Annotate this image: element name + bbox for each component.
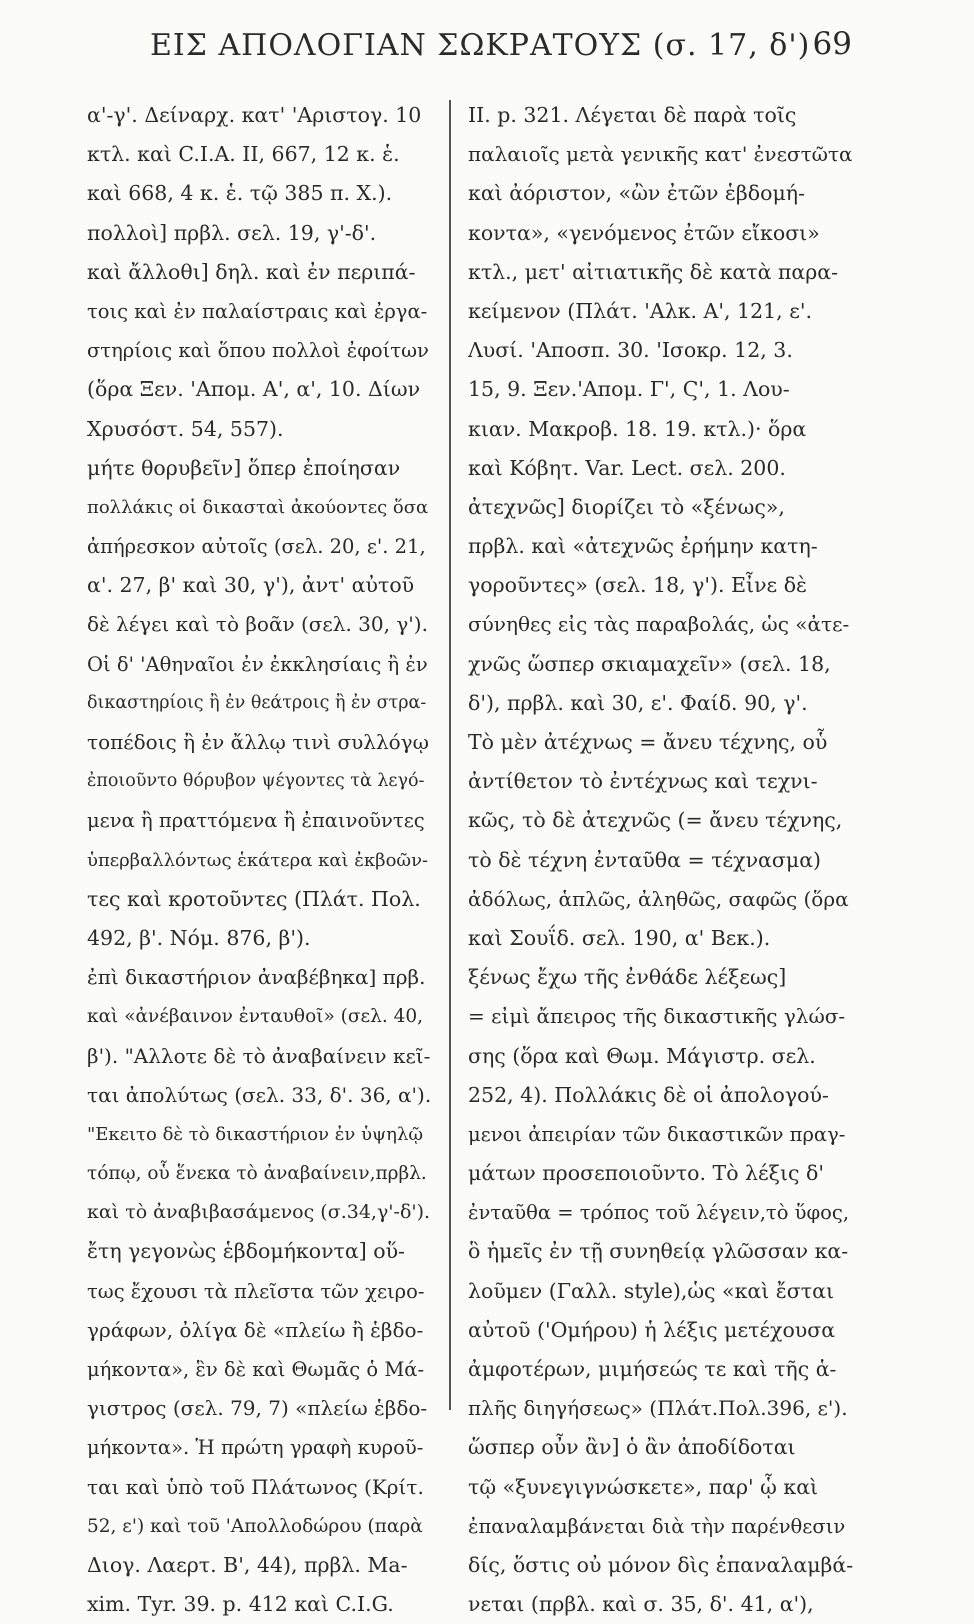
text-line: δ'), πρβλ. καὶ 30, ε'. Φαίδ. 90, γ'. bbox=[468, 690, 808, 715]
text-line: μήτε θορυβεῖν] ὅπερ ἐποίησαν bbox=[87, 455, 401, 480]
text-line: τοπέδοις ἢ ἐν ἄλλῳ τινὶ συλλόγῳ bbox=[87, 730, 429, 754]
text-line: τῷ «ξυνεγιγνώσκετε», παρ' ᾧ καὶ bbox=[468, 1474, 819, 1499]
text-line: 52, ε') καὶ τοῦ 'Απολλοδώρου (παρὰ bbox=[87, 1515, 423, 1537]
text-line: γοροῦντες» (σελ. 18, γ'). Εἶνε δὲ bbox=[468, 573, 808, 598]
text-line: τες καὶ κροτοῦντες (Πλάτ. Πολ. bbox=[87, 886, 421, 911]
text-line: 252, 4). Πολλάκις δὲ οἱ ἀπολογού- bbox=[468, 1082, 829, 1107]
text-line: ἀπήρεσκον αὐτοῖς (σελ. 20, ε'. 21, bbox=[87, 535, 426, 559]
text-line: γιστρος (σελ. 79, 7) «πλείω ἑβδο- bbox=[87, 1396, 428, 1421]
text-line: ται καὶ ὑπὸ τοῦ Πλάτωνος (Κρίτ. bbox=[87, 1474, 424, 1499]
text-line: ξένως ἔχω τῆς ἐνθάδε λέξεως] bbox=[468, 965, 787, 990]
text-line: κτλ., μετ' αἰτιατικῆς δὲ κατὰ παρα- bbox=[468, 259, 839, 284]
text-line: καὶ «ἀνέβαινον ἐνταυθοῖ» (σελ. 40, bbox=[87, 1006, 423, 1028]
text-line: "Εκειτο δὲ τὸ δικαστήριον ἐν ὑψηλῷ bbox=[87, 1123, 424, 1145]
text-line: Χρυσόστ. 54, 557). bbox=[87, 416, 284, 441]
text-line: τως ἔχουσι τὰ πλεῖστα τῶν χειρο- bbox=[87, 1279, 425, 1303]
text-line: καὶ ἄλλοθι] δηλ. καὶ ἐν περιπά- bbox=[87, 259, 416, 284]
text-line: χνῶς ὥσπερ σκιαμαχεῖν» (σελ. 18, bbox=[468, 651, 831, 676]
text-line: καὶ 668, 4 κ. ἑ. τῷ 385 π. Χ.). bbox=[87, 181, 393, 206]
text-line: (ὅρα Ξεν. 'Απομ. Α', α', 10. Δίων bbox=[87, 377, 421, 402]
column-divider bbox=[449, 100, 451, 1410]
text-line: κῶς, τὸ δὲ ἀτεχνῶς (= ἄνευ τέχνης, bbox=[468, 808, 843, 833]
text-line: Διογ. Λαερτ. Β', 44), πρβλ. Ma- bbox=[87, 1552, 408, 1577]
text-line: ἐνταῦθα = τρόπος τοῦ λέγειν,τὸ ὕφος, bbox=[468, 1201, 850, 1225]
text-line: πολλάκις οἱ δικασταὶ ἀκούοντες ὅσα bbox=[87, 496, 429, 518]
text-line: II. p. 321. Λέγεται δὲ παρὰ τοῖς bbox=[468, 103, 797, 127]
right-column bbox=[468, 96, 854, 1624]
text-line: ἐπὶ δικαστήριον ἀναβέβηκα] πρβ. bbox=[87, 965, 426, 990]
text-line: ἐπαναλαμβάνεται διὰ τὴν παρένθεσιν bbox=[468, 1514, 846, 1538]
text-line: μενοι ἀπειρίαν τῶν δικαστικῶν πραγ- bbox=[468, 1122, 846, 1146]
text-line: πλῆς διηγήσεως» (Πλάτ.Πολ.396, ε'). bbox=[468, 1396, 848, 1421]
text-line: Τὸ μὲν ἀτέχνως = ἄνευ τέχνης, οὗ bbox=[468, 730, 828, 754]
text-line: ἀτεχνῶς] διορίζει τὸ «ξένως», bbox=[468, 494, 785, 519]
text-line: xim. Tyr. 39. p. 412 καὶ C.I.G. bbox=[87, 1592, 394, 1617]
text-line: ται ἀπολύτως (σελ. 33, δ'. 36, α'). bbox=[87, 1082, 431, 1107]
text-line: τὸ δὲ τέχνη ἐνταῦθα = τέχνασμα) bbox=[468, 847, 822, 872]
text-line: γράφων, ὀλίγα δὲ «πλείω ἢ ἑβδο- bbox=[87, 1317, 424, 1342]
text-line: δίς, ὅστις οὐ μόνον δὶς ἐπαναλαμβά- bbox=[468, 1552, 854, 1577]
text-line: ὥσπερ οὖν ἂν] ὁ ἂν ἀποδίδοται bbox=[468, 1435, 796, 1460]
text-line: μάτων προσεποιοῦντο. Τὸ λέξις δ' bbox=[468, 1161, 824, 1186]
text-line: καὶ Σουΐδ. σελ. 190, α' Βεκ.). bbox=[468, 925, 771, 950]
text-line: μήκοντα», ἓν δὲ καὶ Θωμᾶς ὁ Μά- bbox=[87, 1358, 425, 1381]
text-line: σύνηθες εἰς τὰς παραβολάς, ὡς «ἀτε- bbox=[468, 612, 850, 637]
text-line: ἀδόλως, ἁπλῶς, ἀληθῶς, σαφῶς (ὅρα bbox=[468, 886, 849, 911]
text-line: αὐτοῦ ('Ομήρου) ἡ λέξις μετέχουσα bbox=[468, 1317, 836, 1342]
text-line: α'. 27, β' καὶ 30, γ'), ἀντ' αὐτοῦ bbox=[87, 573, 415, 598]
text-line: τοις καὶ ἐν παλαίστραις καὶ ἐργα- bbox=[87, 299, 428, 323]
running-title: ΕΙΣ ΑΠΟΛΟΓΙΑΝ ΣΩΚΡΑΤΟΥΣ (σ. 17, δ') bbox=[150, 28, 811, 63]
text-line: σης (ὅρα καὶ Θωμ. Μάγιστρ. σελ. bbox=[468, 1043, 816, 1068]
text-line: πρβλ. καὶ «ἀτεχνῶς ἐρήμην κατη- bbox=[468, 534, 818, 559]
text-line: Λυσί. 'Αποσπ. 30. 'Ισοκρ. 12, 3. bbox=[468, 338, 793, 363]
text-line: καὶ ἀόριστον, «ὢν ἐτῶν ἑβδομή- bbox=[468, 181, 805, 206]
text-line: 15, 9. Ξεν.'Απομ. Γ', Ϛ', 1. Λου- bbox=[468, 377, 790, 402]
text-line: 492, β'. Νόμ. 876, β'). bbox=[87, 925, 311, 950]
text-line: τόπῳ, οὗ ἕνεκα τὸ ἀναβαίνειν,πρβλ. bbox=[87, 1163, 427, 1185]
text-line: μήκοντα». Ἡ πρώτη γραφὴ κυροῦ- bbox=[87, 1436, 424, 1460]
text-line: κείμενον (Πλάτ. 'Αλκ. Α', 121, ε'. bbox=[468, 298, 812, 323]
text-line: πολλοὶ] πρβλ. σελ. 19, γ'-δ'. bbox=[87, 220, 377, 245]
page-number: 69 bbox=[812, 26, 852, 62]
text-line: καὶ τὸ ἀναβιβασάμενος (σ.34,γ'-δ'). bbox=[87, 1201, 431, 1224]
text-line: α'-γ'. Δείναρχ. κατ' 'Αριστογ. 10 bbox=[87, 103, 422, 127]
text-line: Οἱ δ' 'Αθηναῖοι ἐν ἐκκλησίαις ἢ ἐν bbox=[87, 652, 428, 676]
text-line: ἔτη γεγονὼς ἑβδομήκοντα] οὕ- bbox=[87, 1239, 405, 1264]
text-line: κοντα», «γενόμενος ἐτῶν εἴκοσι» bbox=[468, 220, 820, 245]
text-line: = εἰμὶ ἄπειρος τῆς δικαστικῆς γλώσ- bbox=[468, 1004, 846, 1029]
text-line: ὃ ἡμεῖς ἐν τῇ συνηθείᾳ γλῶσσαν κα- bbox=[468, 1239, 849, 1264]
left-column bbox=[87, 96, 431, 1624]
text-line: β'). "Αλλοτε δὲ τὸ ἀναβαίνειν κεῖ- bbox=[87, 1043, 431, 1068]
text-line: ὑπερβαλλόντως ἑκάτερα καὶ ἐκβοῶν- bbox=[87, 849, 429, 871]
text-line: ἀμφοτέρων, μιμήσεώς τε καὶ τῆς ἁ- bbox=[468, 1357, 837, 1381]
text-line: λοῦμεν (Γαλλ. style),ὡς «καὶ ἔσται bbox=[468, 1278, 835, 1303]
text-line: ἐποιοῦντο θόρυβον ψέγοντες τὰ λεγό- bbox=[87, 771, 425, 792]
text-line: παλαιοῖς μετὰ γενικῆς κατ' ἐνεστῶτα bbox=[468, 142, 853, 167]
text-line: κτλ. καὶ C.I.A. II, 667, 12 κ. ἑ. bbox=[87, 142, 400, 167]
text-line: νεται (πρβλ. καὶ σ. 35, δ'. 41, α'), bbox=[468, 1592, 814, 1617]
text-line: ἀντίθετον τὸ ἐντέχνως καὶ τεχνι- bbox=[468, 769, 818, 794]
text-line: καὶ Κόβητ. Var. Lect. σελ. 200. bbox=[468, 455, 786, 480]
text-line: στηρίοις καὶ ὅπου πολλοὶ ἐφοίτων bbox=[87, 339, 429, 363]
text-line: δὲ λέγει καὶ τὸ βοᾶν (σελ. 30, γ'). bbox=[87, 612, 428, 637]
text-line: μενα ἢ πραττόμενα ἢ ἐπαινοῦντες bbox=[87, 809, 425, 833]
text-line: δικαστηρίοις ἢ ἐν θεάτροις ἢ ἐν στρα- bbox=[87, 692, 427, 713]
text-line: κιαν. Μακροβ. 18. 19. κτλ.)· ὅρα bbox=[468, 416, 807, 441]
